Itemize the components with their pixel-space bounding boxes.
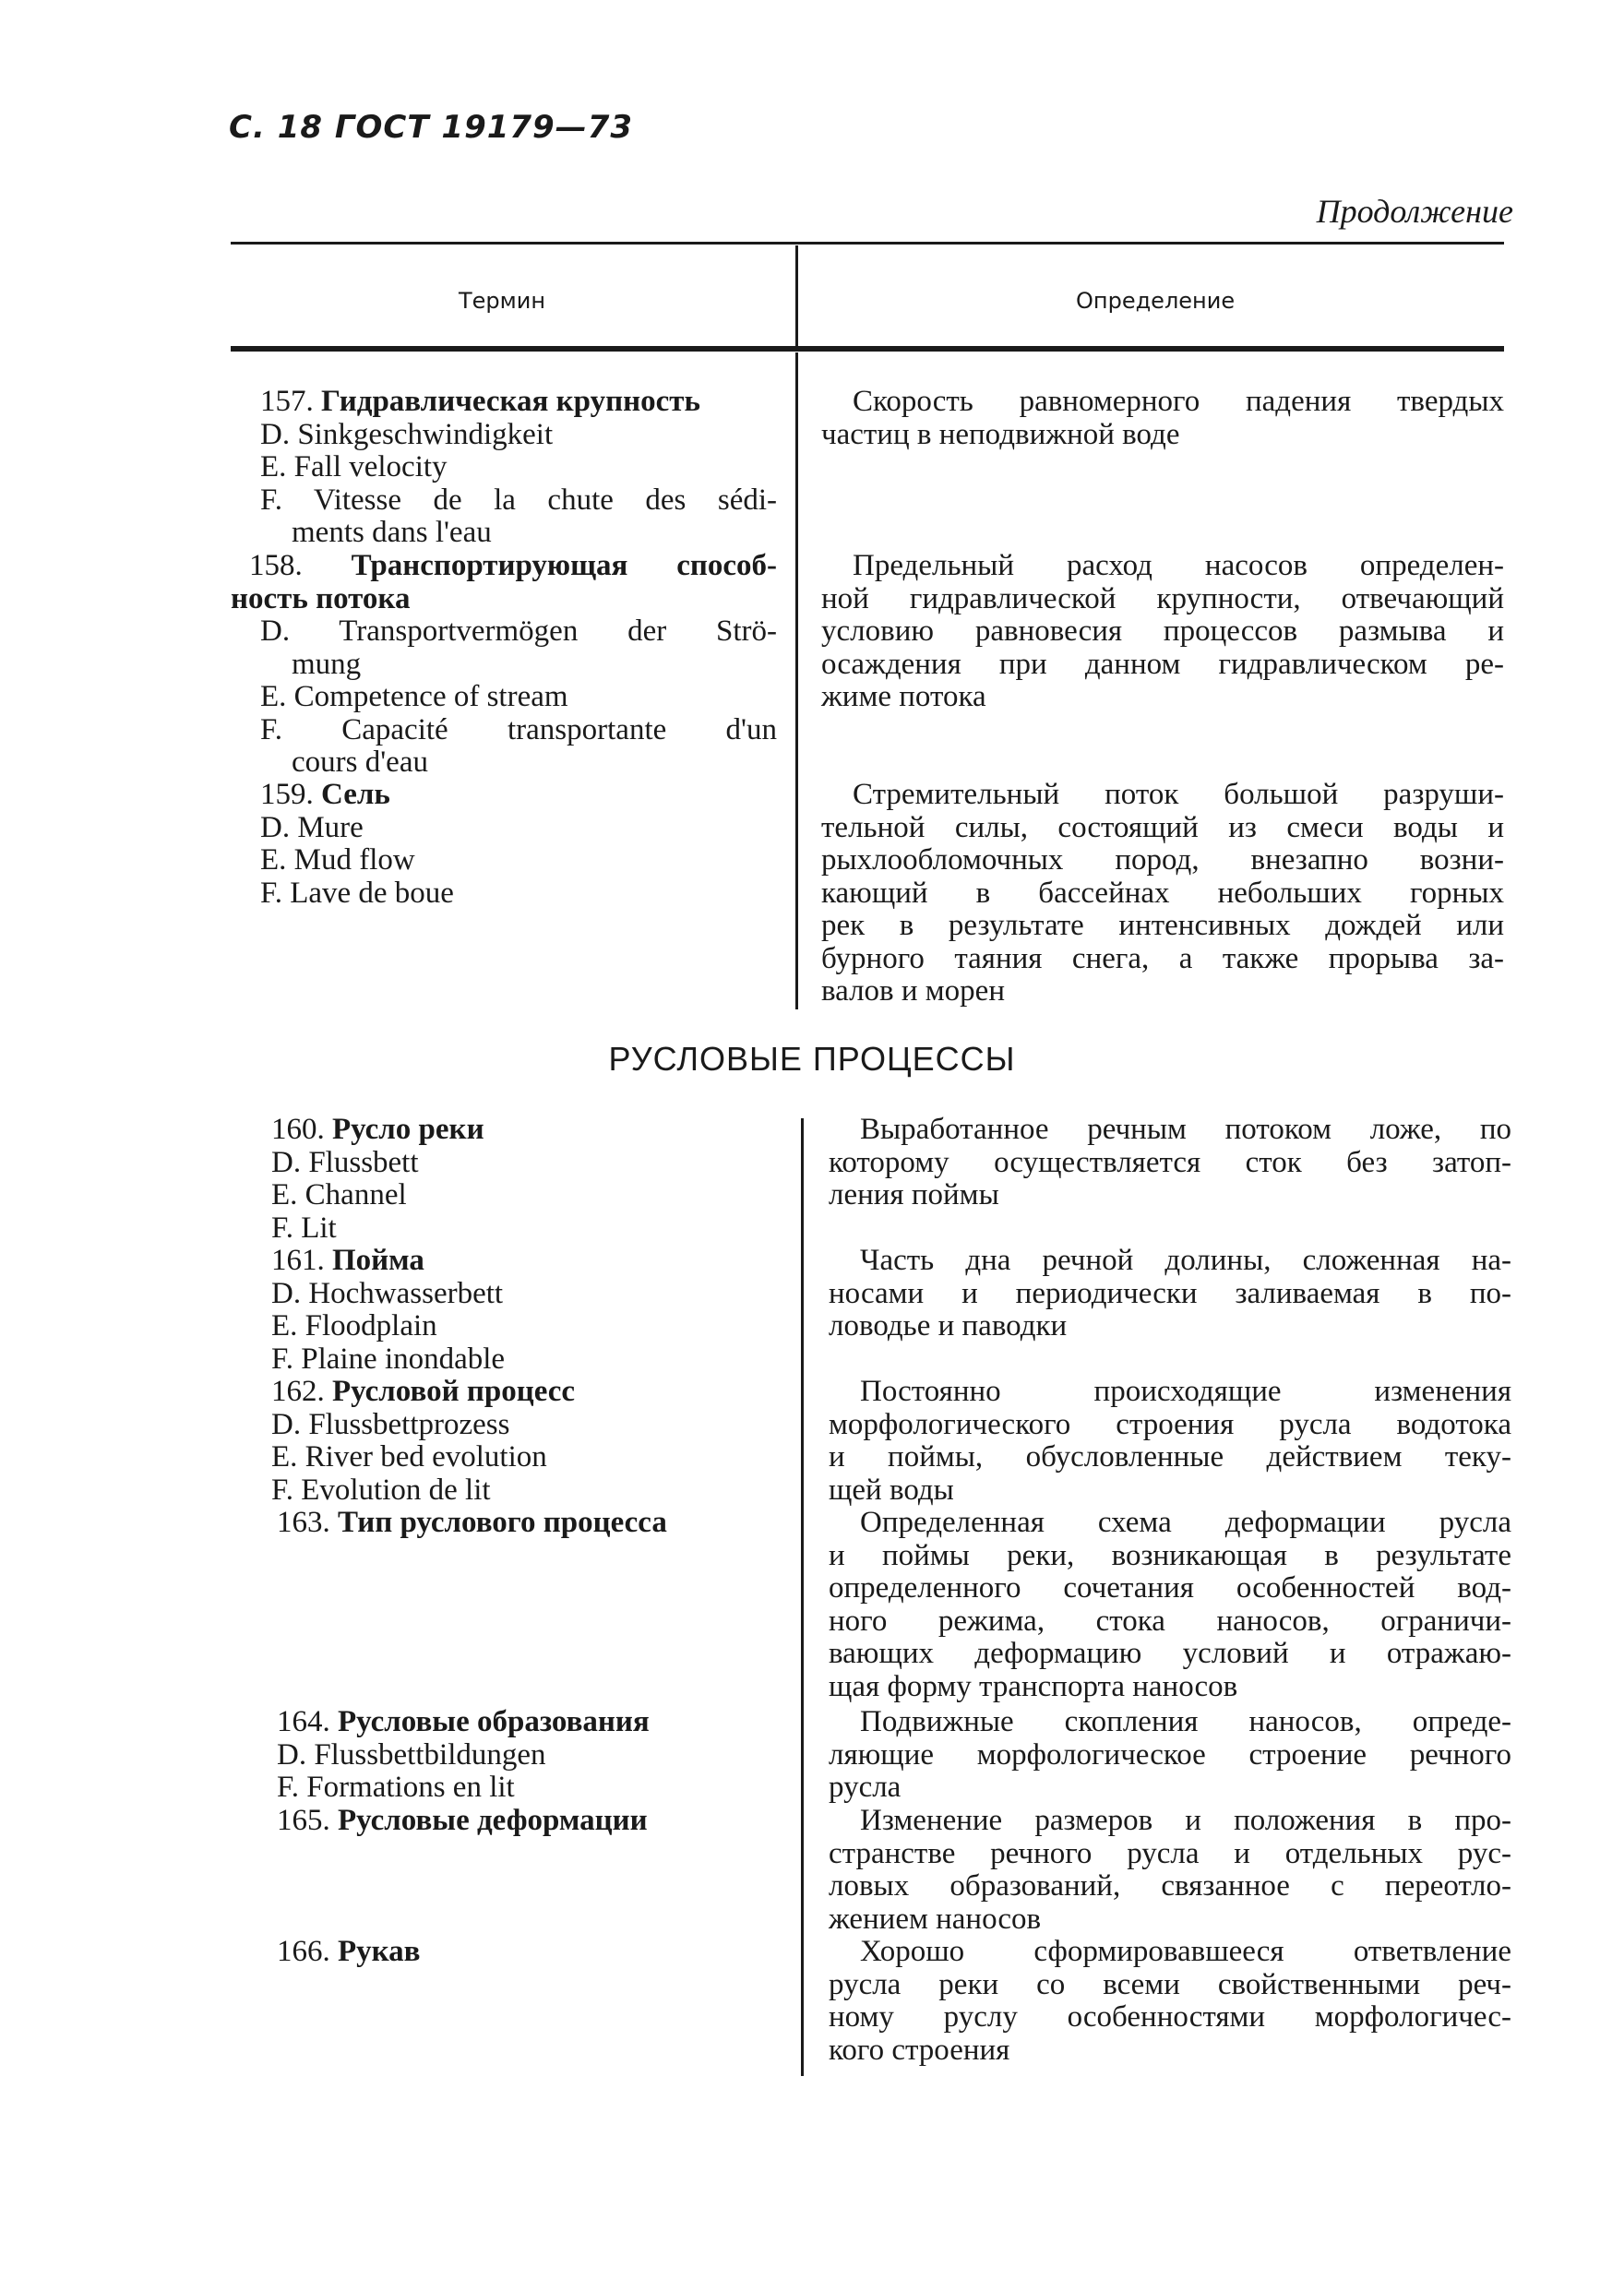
entry-number: 165. <box>277 1804 330 1837</box>
definition-line: носами и периодически заливаемая в по- <box>829 1276 1511 1310</box>
definition-line: частиц в неподвижной воде <box>821 417 1180 451</box>
entry-number: 166. <box>277 1935 330 1968</box>
definition-line: ляющие морфологическое строение речного <box>829 1737 1511 1772</box>
definition-line: определенного сочетания особенностей вод- <box>829 1571 1511 1605</box>
term-en: E. Channel <box>271 1178 407 1211</box>
entry-158-term <box>231 550 777 780</box>
entry-164-term <box>277 1706 794 1805</box>
entry-164-definition <box>829 1706 1511 1805</box>
definition-line: жиме потока <box>821 680 986 713</box>
definition-line: Подвижные скопления наносов, опреде- <box>860 1705 1511 1738</box>
term-de: D. Mure <box>260 810 364 844</box>
term-de: D. Flussbett <box>271 1145 419 1179</box>
definition-line: Стремительный поток большой разруши- <box>853 778 1504 811</box>
term-ru: Русло реки <box>332 1113 484 1146</box>
definition-line: осаждения при данном гидравлическом ре- <box>821 647 1504 681</box>
entry-159-term <box>260 779 777 910</box>
definition-line: Определенная схема деформации русла <box>860 1506 1511 1539</box>
definition-line: русла <box>829 1771 902 1804</box>
definition-line: странстве речного русла и отдельных рус- <box>829 1836 1511 1870</box>
definition-line: Предельный расход насосов определен- <box>853 549 1504 582</box>
definition-line: ной гидравлической крупности, отвечающий <box>821 581 1504 615</box>
definition-line: ному руслу особенностями морфологичес- <box>829 2000 1511 2034</box>
section-title: РУСЛОВЫЕ ПРОЦЕССЫ <box>608 1040 1016 1078</box>
term-ru: Пойма <box>332 1244 424 1277</box>
definition-line: ловодье и паводки <box>829 1309 1068 1342</box>
definition-line: ного режима, стока наносов, ограничи- <box>829 1604 1511 1638</box>
term-fr-cont: ments dans l'eau <box>292 516 492 549</box>
definition-line: кающий в бассейнах небольших горных <box>821 876 1504 910</box>
definition-line: жением наносов <box>829 1902 1042 1936</box>
entry-number: 157. <box>260 385 314 418</box>
term-de: D. Sinkgeschwindigkeit <box>260 417 554 451</box>
term-en: E. Floodplain <box>271 1309 437 1342</box>
definition-line: и поймы реки, возникающая в результате <box>829 1538 1511 1572</box>
term-fr-cont: cours d'eau <box>292 746 428 779</box>
entry-number: 160. <box>271 1113 325 1146</box>
entry-162-definition <box>829 1376 1511 1507</box>
column-header-term: Термин <box>459 288 546 314</box>
entry-number: 159. <box>260 778 314 811</box>
term-en: E. River bed evolution <box>271 1440 547 1474</box>
definition-line: Постоянно происходящие изменения <box>860 1375 1511 1408</box>
term-de: D. Flussbettprozess <box>271 1407 510 1441</box>
definition-line: валов и морен <box>821 974 1005 1008</box>
term-en: E. Competence of stream <box>260 680 568 713</box>
definition-line: тельной силы, состоящий из смеси воды и <box>821 810 1504 844</box>
definition-line: Часть дна речной долины, сложенная на- <box>860 1244 1511 1277</box>
entry-157-definition <box>821 386 1504 451</box>
definition-line: кого строения <box>829 2033 1010 2067</box>
column-header-definition: Определение <box>1076 288 1236 314</box>
term-ru-cont: ность потока <box>231 581 411 615</box>
entry-number: 161. <box>271 1244 325 1277</box>
entry-166-term <box>277 1936 794 1969</box>
entry-161-term <box>271 1245 788 1376</box>
definition-line: щей воды <box>829 1473 954 1507</box>
term-fr: F. Lave de boue <box>260 876 454 910</box>
entry-163-term <box>277 1507 794 1540</box>
entry-number: 162. <box>271 1375 325 1408</box>
entry-number: 158. <box>249 549 303 582</box>
definition-line: условию равновесия процессов размыва и <box>821 615 1504 648</box>
term-fr: F. Capacité transportante d'un <box>260 712 777 746</box>
table-top-rule <box>231 242 1504 245</box>
page-reference: С. 18 ГОСТ 19179—73 <box>229 109 634 146</box>
term-ru: Русловые деформации <box>338 1804 648 1837</box>
term-en: E. Mud flow <box>260 843 415 877</box>
term-ru: Сель <box>321 778 390 811</box>
definition-line: рек в результате интенсивных дождей или <box>821 909 1504 942</box>
definition-line: ловых образований, связанное с переотло- <box>829 1869 1511 1903</box>
definition-line: которому осуществляется сток без затоп- <box>829 1145 1511 1179</box>
term-fr: F. Evolution de lit <box>271 1473 491 1507</box>
entry-160-definition <box>829 1114 1511 1212</box>
column-divider-lower <box>801 1118 804 2076</box>
term-fr: F. Formations en lit <box>277 1771 515 1804</box>
term-en: E. Fall velocity <box>260 450 448 483</box>
entry-number: 163. <box>277 1506 330 1539</box>
definition-line: щая форму транспорта наносов <box>829 1669 1238 1703</box>
definition-line: и поймы, обусловленные действием теку- <box>829 1440 1511 1474</box>
definition-line: ления поймы <box>829 1178 999 1211</box>
entry-157-term <box>260 386 777 550</box>
table-head-divider <box>795 245 798 349</box>
definition-line: Изменение размеров и положения в про- <box>860 1804 1511 1837</box>
continuation-label: Продолжение <box>1316 193 1513 230</box>
entry-number: 164. <box>277 1705 330 1738</box>
definition-line: русла реки со всеми свойственными реч- <box>829 1967 1511 2001</box>
term-de: D. Transportvermögen der Strö- <box>260 615 777 648</box>
entry-161-definition <box>829 1245 1511 1343</box>
term-fr: F. Plaine inondable <box>271 1342 506 1376</box>
entry-162-term <box>271 1376 788 1507</box>
definition-line: Скорость равномерного падения твердых <box>853 385 1504 418</box>
term-fr: F. Vitesse de la chute des sédi- <box>260 483 777 517</box>
definition-line: вающих деформацию условий и отражаю- <box>829 1637 1511 1670</box>
entry-166-definition <box>829 1936 1511 2067</box>
entry-163-definition <box>829 1507 1511 1703</box>
definition-line: Хорошо сформировавшееся ответвление <box>860 1935 1511 1968</box>
definition-line: морфологического строения русла водотока <box>829 1407 1511 1441</box>
term-de: D. Flussbettbildungen <box>277 1737 546 1772</box>
term-de: D. Hochwasserbett <box>271 1276 504 1310</box>
entry-160-term <box>271 1114 788 1245</box>
term-ru: Рукав <box>338 1935 421 1968</box>
entry-165-definition <box>829 1805 1511 1936</box>
definition-line: Выработанное речным потоком ложе, по <box>860 1113 1511 1146</box>
entry-158-definition <box>821 550 1504 714</box>
table-head-rule <box>231 346 1504 352</box>
definition-line: бурного таяния снега, а также прорыва за- <box>821 941 1504 975</box>
term-ru: Русловые образования <box>338 1705 650 1738</box>
term-ru: Русловой процесс <box>332 1375 576 1408</box>
entry-165-term <box>277 1805 794 1838</box>
column-divider-upper <box>795 352 798 1009</box>
term-ru: Тип руслового процесса <box>338 1506 667 1539</box>
term-ru: Транспортирующая способ- <box>351 549 777 582</box>
definition-line: рыхлообломочных пород, внезапно возни- <box>821 843 1504 877</box>
term-de-cont: mung <box>292 647 362 681</box>
term-fr: F. Lit <box>271 1211 337 1245</box>
term-ru: Гидравлическая крупность <box>321 385 700 418</box>
entry-159-definition <box>821 779 1504 1008</box>
